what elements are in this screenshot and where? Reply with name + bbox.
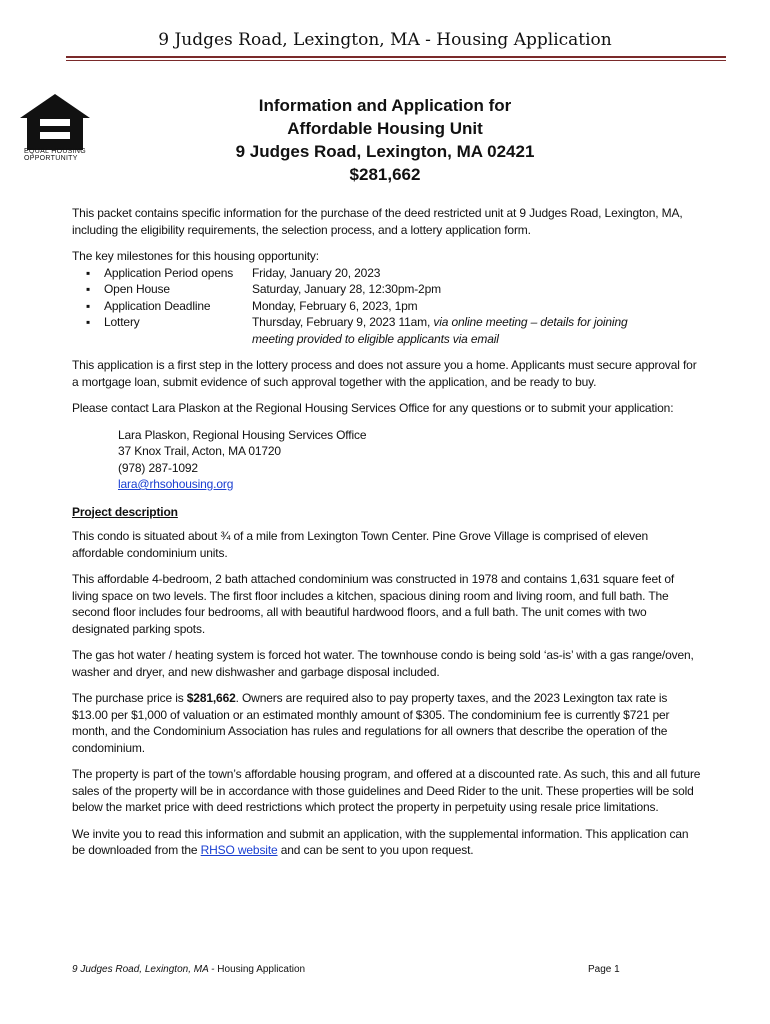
project-paragraph-5: The property is part of the town’s affordable housing program, and offered at a discounted rate. As such, this and all future sales of the property will be in accordance with those guidelines and Deed Rider to the unit. These properties will be sold below the market price with deed restrictions which protect the property in perpetuity using resale price limitations. [72,767,701,814]
contact-email-link[interactable]: lara@rhsohousing.org [118,477,234,491]
milestone-value [252,314,632,347]
milestone-value: Monday, February 6, 2023, 1pm [252,298,418,313]
intro-paragraph: This packet contains specific information for the purchase of the deed restricted unit at 9 Judges Road, Lexington, MA, including the eligibility requirements, the selection process, and a lottery application form. [72,206,683,237]
first-step-paragraph: This application is a first step in the lottery process and does not assure you a home. Applicants must secure approval for a mortgage loan, submit evidence of such approval together with the application, and be ready to buy. [72,358,697,389]
footer-title [72,964,305,975]
project-paragraph-6 [72,826,702,859]
milestone-label: Open House [104,282,170,296]
project-paragraph-2: This affordable 4-bedroom, 2 bath attached condominium was constructed in 1978 and contains 1,631 square feet of living space on two levels. The first floor includes a kitchen, spacious dining room and living room, and full bath. The second floor includes four bedrooms, all with beautiful hardwood floors, and a full bath. The unit comes with two designated parking spots. [72,572,675,636]
lottery-note-cont: meeting provided to eligible applicants via email [252,331,499,346]
section-heading: Project description [72,504,178,519]
list-item [72,265,702,282]
lottery-date: Thursday, February 9, 2023 11am, [252,315,434,329]
bullet-icon: ▪ [85,265,91,280]
page-number: Page 1 [588,964,620,975]
bullet-icon: ▪ [85,298,91,313]
milestone-label: Application Deadline [104,298,211,313]
bullet-icon: ▪ [85,282,91,296]
list-item [72,281,702,298]
project-paragraph-3: The gas hot water / heating system is forced hot water. The townhouse condo is being sold ‘as-is’ with a gas range/oven, washer and dryer, and new dishwasher and garbage disposal included. [72,648,694,679]
invite-text-pre: We invite you to read this information and submit an application, with the supplemental information. This application can be downloaded from the [72,826,689,857]
running-header: 9 Judges Road, Lexington, MA - Housing Application [158,30,612,50]
list-item [72,314,702,347]
contact-block [118,427,702,493]
price-text-post: . Owners are required also to pay property taxes, and the 2023 Lexington tax rate is $13.00 per $1,000 of valuation or an estimated monthly amount of $305. The condominium fee is currently $721 per month, and the Condominium Association has rules and regulations for all owners that describe the operation of the condominium. [72,691,670,755]
document-body [72,205,702,869]
project-paragraph-4 [72,690,702,756]
invite-text-post: and can be sent to you upon request. [277,843,474,857]
milestone-label: Application Period opens [104,265,234,280]
milestone-value: Friday, January 20, 2023 [252,265,381,280]
milestones-heading: The key milestones for this housing opportunity: [72,249,319,263]
footer-italic: 9 Judges Road, Lexington, MA - [72,964,218,975]
contact-name: Lara Plaskon, Regional Housing Services Office [118,427,367,442]
lottery-note: via online meeting – details for joining [433,315,628,329]
bullet-icon: ▪ [85,315,91,329]
project-paragraph-1: This condo is situated about ¾ of a mile from Lexington Town Center. Pine Grove Village is comprised of eleven affordable condominium units. [72,529,649,560]
milestone-value: Saturday, January 28, 12:30pm-2pm [252,282,441,296]
title-price: $281,662 [349,165,421,184]
milestone-label: Lottery [104,315,140,329]
title-line-2: Affordable Housing Unit [287,119,483,138]
title-line-3: 9 Judges Road, Lexington, MA 02421 [235,142,535,161]
header-divider [66,56,726,61]
contact-phone: (978) 287-1092 [118,460,198,475]
title-line-1: Information and Application for [258,96,512,115]
logo-caption: EQUAL HOUSING OPPORTUNITY [24,148,86,162]
milestones-list [72,248,702,347]
rhso-website-link[interactable]: RHSO website [200,843,278,857]
document-title [0,94,770,186]
price-bold: $281,662 [186,691,236,705]
contact-address: 37 Knox Trail, Acton, MA 01720 [118,444,281,458]
price-text-pre: The purchase price is [72,691,187,705]
list-item [72,298,702,315]
contact-intro: Please contact Lara Plaskon at the Regional Housing Services Office for any questions or to submit your application: [72,401,674,415]
footer-plain: Housing Application [217,964,306,975]
